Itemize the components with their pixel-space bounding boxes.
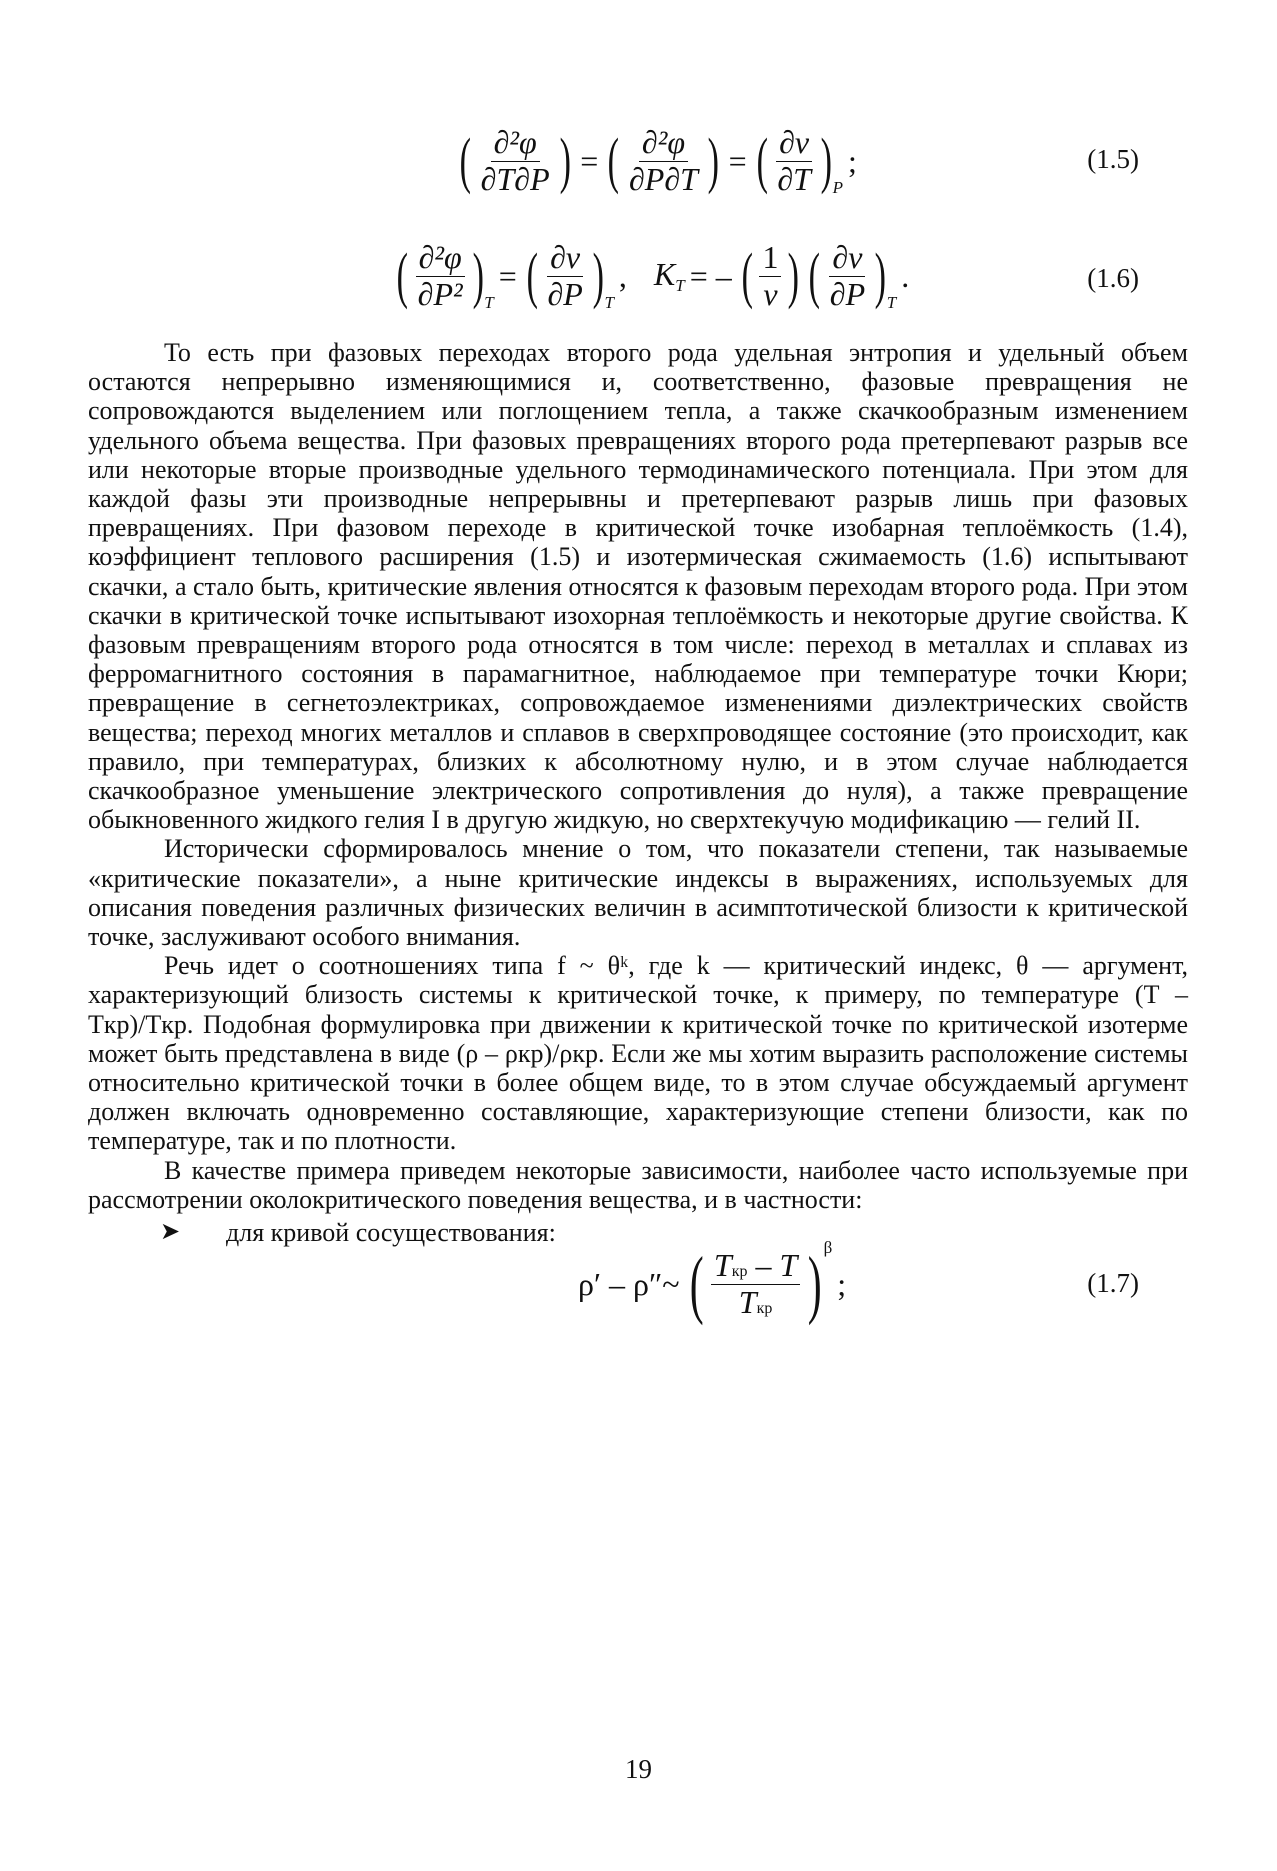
page-number: 19: [625, 1754, 652, 1784]
paragraph: Исторически сформировалось мнение о том, что показатели степени, так называемые «критические показатели», а ныне критические индексы в выражениях, используемых для описания поведения различных физических величин в асимптотической близости к критической точке, заслуживают особого внимания.: [88, 834, 1188, 952]
equation-1-5: ( $\frac{\text{∂²φ}}{\partial T\partial P}$ ) = ( $\frac{\text{∂²φ}}{\partial P\partial T}$ ) = ( $\frac{\partial v}{\partial T}$ ) P ; (1.5): [459, 123, 1139, 197]
arrow-bullet-icon: ➤: [160, 1219, 181, 1246]
equation-number: (1.6): [1087, 263, 1139, 293]
equation-1-6: ( $\frac{\text{∂²φ}}{\text{∂P²}}$ ) T = ( $\frac{\partial v}{\partial P}$ ) T , KT = – ( $\frac{1}{v}$ ) ( $\frac{\partial v}{\partial P}$ ) T . (1.6): [396, 238, 1139, 312]
equation-number: (1.5): [1087, 144, 1139, 174]
paragraph: То есть при фазовых переходах второго рода удельная энтропия и удельный объем остаются непрерывно изменяющимися и, соответственно, фазовые превращения не сопровождаются выделением или поглощением тепла, а также скачкообразным изменением удельного объема вещества. При фазовых превращениях второго рода претерпевают разрыв все или некоторые вторые производные удельного термодинамического потенциала. При этом для каждой фазы эти производные непрерывны и претерпевают разрыв лишь при фазовых превращениях. При фазовом переходе в критической точке изобарная теплоёмкость (1.4), коэффициент теплового расширения (1.5) и изотермическая сжимаемость (1.6) испытывают скачки, а стало быть, критические явления относятся к фазовым переходам второго рода. При этом скачки в критической точке испытывают изохорная теплоёмкость и некоторые другие свойства. К фазовым превращениям второго рода относятся в том числе: переход в металлах и сплавах из ферромагнитного состояния в парамагнитное, наблюдаемое при температуре точки Кюри; превращение в сегнетоэлектриках, сопровождаемое изменениями диэлектрических свойств вещества; переход многих металлов и сплавов в сверхпроводящее состояние (это происходит, как правило, при температурах, близких к абсолютному нулю, и в этом случае наблюдается скачкообразное уменьшение электрического сопротивления до нуля), а также превращение обыкновенного жидкого гелия I в другую жидкую, но сверхтекучую модификацию — гелий II.: [88, 338, 1188, 835]
equation-1-7: ρ′ – ρ″~ ( $\frac{\text{Tкр – T}}{\text{Tкр}}$ ) β ; (1.7): [578, 1238, 1139, 1326]
paragraph: Речь идет о соотношениях типа f ~ θᵏ, где k — критический индекс, θ — аргумент, характеризующий близость системы к критической точке, к примеру, по температуре (T – Tкр)/Tкр. Подобная формулировка при движении к критической точке по критической изотерме может быть представлена в виде (ρ – ρкр)/ρкр. Если же мы хотим выразить расположение системы относительно критической точки в более общем виде, то в этом случае обсуждаемый аргумент должен включать одновременно составляющие, характеризующие степени близости, как по температуре, так и по плотности.: [88, 951, 1188, 1156]
equation-number: (1.7): [1087, 1268, 1139, 1298]
list-item-text: для кривой сосуществования:: [226, 1218, 556, 1248]
body-text: [88, 338, 1188, 1247]
paragraph: В качестве примера приведем некоторые зависимости, наиболее часто используемые при рассмотрении околокритического поведения вещества, и в частности:: [88, 1155, 1188, 1214]
